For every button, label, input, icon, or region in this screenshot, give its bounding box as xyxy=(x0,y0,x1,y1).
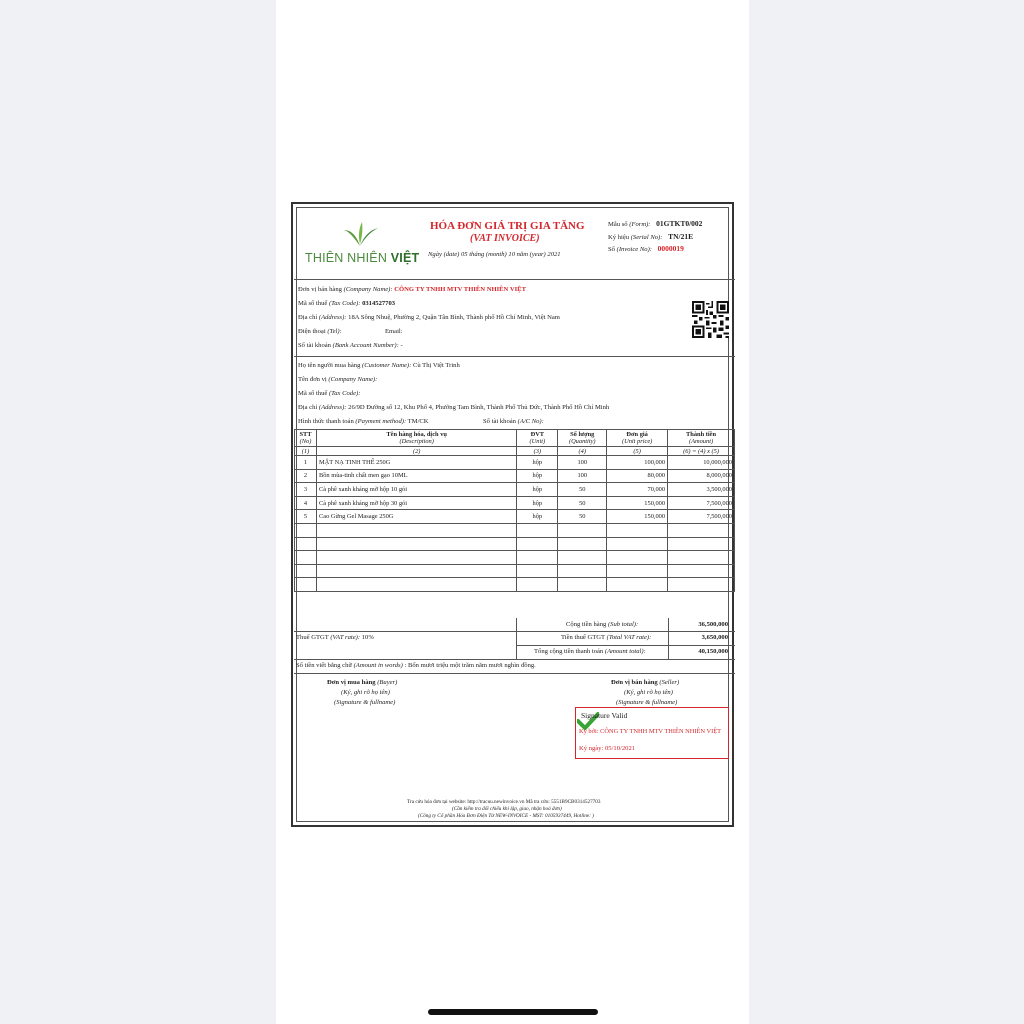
leaf-logo-icon xyxy=(340,222,380,248)
column-header: ĐVT (Unit) xyxy=(517,430,558,447)
table-row-empty xyxy=(295,564,735,578)
vat-amount-label: Tiền thuế GTGT (Total VAT rate): xyxy=(561,634,652,641)
buyer-signature-hint: (Ký, ghi rõ họ tên) xyxy=(341,689,390,696)
footer-lookup: Tra cứu hóa đơn tại website: http://tracuu.newinvoice.vn Mã tra cứu: 5551B9CB0314527703 xyxy=(407,799,601,805)
signature-valid-text: Signature Valid xyxy=(581,711,628,720)
table-row-empty xyxy=(295,551,735,565)
seller-signature-hint: (Ký, ghi rõ họ tên) xyxy=(624,689,673,696)
buyer-signature-title: Đơn vị mua hàng (Buyer) xyxy=(327,679,398,686)
seller-bank-account: Số tài khoản (Bank Account Number): - xyxy=(298,342,403,349)
table-row-empty xyxy=(295,578,735,592)
table-row-empty xyxy=(295,523,735,537)
total-label: Tổng cộng tiền thanh toán (Amount total): xyxy=(534,648,646,655)
seller-signature-title: Đơn vị bán hàng (Seller) xyxy=(611,679,680,686)
divider xyxy=(516,631,735,632)
payment-method: Hình thức thanh toán (Payment method): TM/CK xyxy=(298,418,429,425)
divider xyxy=(516,645,735,646)
divider xyxy=(668,618,669,659)
table-row: 4 Cà phê xanh kháng mỡ hộp 30 gói hộp 50 150,000 7,500,000 xyxy=(295,496,735,510)
column-header: STT (No) xyxy=(295,430,317,447)
logo-wordmark: THIÊN NHIÊN VIỆT xyxy=(305,251,420,265)
vat-rate: Thuế GTGT (VAT rate): 10% xyxy=(296,634,374,641)
subtotal-label: Cộng tiền hàng (Sub total): xyxy=(566,621,639,628)
footer-provider: (Công ty Cổ phần Hóa Đơn Điện Tử NEW-INVOICE - MST: 0105937449, Hotline: ) xyxy=(418,813,594,819)
backdrop-left xyxy=(0,0,276,1024)
table-row: 3 Cà phê xanh kháng mỡ hộp 10 gói hộp 50 70,000 3,500,000 xyxy=(295,483,735,497)
total-value: 40,150,000 xyxy=(698,648,728,655)
table-row: 2 Bồn mùa-tinh chất men gạo 10ML hộp 100 80,000 8,000,000 xyxy=(295,469,735,483)
buyer-company: Tên đơn vị (Company Name): xyxy=(298,376,378,383)
column-header: Tên hàng hóa, dịch vụ (Description) xyxy=(316,430,516,447)
column-header: Đơn giá (Unit price) xyxy=(607,430,668,447)
divider xyxy=(294,631,516,632)
seller-tax-code: Mã số thuế (Tax Code): 0314527703 xyxy=(298,300,396,307)
vat-amount-value: 3,650,000 xyxy=(701,634,728,641)
table-row-empty xyxy=(295,537,735,551)
invoice-number: Số (Invoice No): 0000019 xyxy=(608,244,684,253)
serial-number: Ký hiệu (Serial No): TN/21E xyxy=(608,232,694,241)
buyer-account-number: Số tài khoản (A/C No): xyxy=(483,418,544,425)
signed-date: Ký ngày: 05/10/2021 xyxy=(579,745,636,752)
buyer-address: Địa chỉ (Address): 26/9D Đường số 12, Khu Phố 4, Phường Tam Bình, Thành Phố Thủ Đức, Thành Phố Hồ Chí Minh xyxy=(298,404,610,411)
divider xyxy=(294,673,735,674)
column-header: Thành tiền (Amount) xyxy=(668,430,735,447)
amount-in-words: Số tiền viết bằng chữ (Amount in words) : Bốn mươi triệu một trăm năm mươi nghìn đồng. xyxy=(296,662,536,669)
table-row: 1 MẶT NẠ TINH THỂ 250G hộp 100 100,000 10,000,000 xyxy=(295,456,735,470)
invoice-date: Ngày (date) 05 tháng (month) 10 năm (year) 2021 xyxy=(428,251,561,258)
divider xyxy=(294,279,735,280)
seller-phone: Điện thoại (Tel): xyxy=(298,328,342,335)
invoice-subtitle: (VAT INVOICE) xyxy=(470,233,540,244)
seller-email: Email: xyxy=(385,328,403,335)
table-row: 5 Cao Gừng Gel Masage 250G hộp 50 150,000 7,500,000 xyxy=(295,510,735,524)
signed-by: Ký bởi: CÔNG TY TNHH MTV THIÊN NHIÊN VIỆT xyxy=(579,728,722,735)
footer-note: (Cần kiểm tra đối chiếu khi lập, giao, nhận hoá đơn) xyxy=(452,806,562,812)
column-number-row: (1) (2) (3) (4) (5) (6) = (4) x (5) xyxy=(295,447,735,456)
divider xyxy=(294,659,735,660)
items-table xyxy=(294,429,735,592)
seller-company: Đơn vị bán hàng (Company Name): CÔNG TY TNHH MTV THIÊN NHIÊN VIỆT xyxy=(298,286,526,293)
backdrop-right xyxy=(749,0,1024,1024)
column-header: Số lượng (Quantity) xyxy=(558,430,607,447)
buyer-tax-code: Mã số thuế (Tax Code): xyxy=(298,390,361,397)
form-number: Mẫu số (Form): 01GTKT0/002 xyxy=(608,219,703,228)
divider xyxy=(294,356,735,357)
divider xyxy=(516,618,517,659)
seller-signature-hint-en: (Signature & fullname) xyxy=(616,699,678,706)
buyer-name: Họ tên người mua hàng (Customer Name): Cù Thị Việt Trinh xyxy=(298,362,460,369)
qr-code-icon xyxy=(692,301,729,338)
table-header-row xyxy=(295,430,735,447)
subtotal-value: 36,500,000 xyxy=(698,621,728,628)
seller-address: Địa chỉ (Address): 18A Sông Nhuệ, Phường 2, Quận Tân Bình, Thành phố Hồ Chí Minh, Việt Nam xyxy=(298,314,560,321)
invoice-title: HÓA ĐƠN GIÁ TRỊ GIA TĂNG xyxy=(430,220,585,232)
home-indicator[interactable] xyxy=(428,1009,598,1015)
buyer-signature-hint-en: (Signature & fullname) xyxy=(334,699,396,706)
